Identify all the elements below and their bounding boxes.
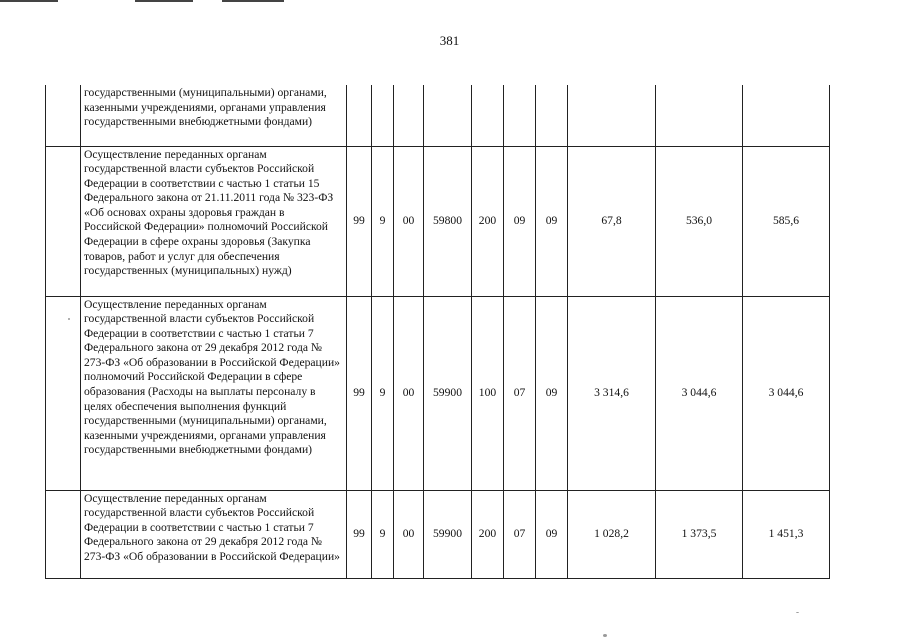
row-section: 07 xyxy=(504,296,536,490)
row-program: 99 xyxy=(347,490,372,578)
table-row xyxy=(46,490,830,578)
row-main-event: 00 xyxy=(394,146,424,296)
blank-cell xyxy=(46,296,81,490)
row-amount-3: 585,6 xyxy=(743,146,830,296)
row-program: 99 xyxy=(347,296,372,490)
row-section: 07 xyxy=(504,490,536,578)
row-subprogram: 9 xyxy=(372,296,394,490)
row-expense-type: 200 xyxy=(472,146,504,296)
row-direction xyxy=(424,85,472,146)
row-subsection: 09 xyxy=(536,146,568,296)
row-subsection: 09 xyxy=(536,296,568,490)
row-subprogram xyxy=(372,85,394,146)
row-program xyxy=(347,85,372,146)
row-description: Осуществление переданных органам государственной власти субъектов Российской Федерации в соответствии с частью 1 статьи 7 Федерального закона от 29 декабря 2012 года № 273-ФЗ «Об образовании в Российской Федерации» полномочий Российской Федерации в сфере образования (Расходы на выплаты персоналу в целях обеспечения выполнения функций государственными (муниципальными) органами, казенными учреждениями, органами управления государственными внебюджетными фондами) xyxy=(81,296,347,490)
row-description: Осуществление переданных органам государственной власти субъектов Российской Федерации в соответствии с частью 1 статьи 15 Федерального закона от 21.11.2011 года № 323-ФЗ «Об основах охраны здоровья граждан в Российской Федерации» полномочий Российской Федерации в сфере охраны здоровья (Закупка товаров, работ и услуг для обеспечения государственных (муниципальных) нужд) xyxy=(81,146,347,296)
row-amount-3: 1 451,3 xyxy=(743,490,830,578)
top-rule-left xyxy=(0,0,58,2)
row-direction: 59900 xyxy=(424,296,472,490)
row-direction: 59900 xyxy=(424,490,472,578)
scan-speck xyxy=(796,612,799,613)
row-amount-2: 536,0 xyxy=(656,146,743,296)
top-rule-middle xyxy=(135,0,193,2)
top-rule-right xyxy=(222,0,284,2)
row-expense-type: 100 xyxy=(472,296,504,490)
row-program: 99 xyxy=(347,146,372,296)
row-amount-1: 67,8 xyxy=(568,146,656,296)
row-main-event xyxy=(394,85,424,146)
row-subprogram: 9 xyxy=(372,146,394,296)
blank-cell xyxy=(46,490,81,578)
row-amount-2 xyxy=(656,85,743,146)
row-amount-2: 3 044,6 xyxy=(656,296,743,490)
row-amount-1: 3 314,6 xyxy=(568,296,656,490)
table-row xyxy=(46,85,830,146)
row-amount-3 xyxy=(743,85,830,146)
table-row xyxy=(46,296,830,490)
page-number: 381 xyxy=(439,33,460,48)
row-amount-2: 1 373,5 xyxy=(656,490,743,578)
row-main-event: 00 xyxy=(394,296,424,490)
row-subsection xyxy=(536,85,568,146)
scan-speck xyxy=(68,318,70,320)
row-description: Осуществление переданных органам государственной власти субъектов Российской Федерации в соответствии с частью 1 статьи 7 Федерального закона от 29 декабря 2012 года № 273-ФЗ «Об образовании в Российской Федерации» xyxy=(81,490,347,578)
row-main-event: 00 xyxy=(394,490,424,578)
row-section xyxy=(504,85,536,146)
blank-cell xyxy=(46,146,81,296)
row-amount-1: 1 028,2 xyxy=(568,490,656,578)
row-expense-type: 200 xyxy=(472,490,504,578)
budget-table xyxy=(45,85,830,579)
row-subprogram: 9 xyxy=(372,490,394,578)
row-section: 09 xyxy=(504,146,536,296)
row-description: государственными (муниципальными) органами, казенными учреждениями, органами управления государственными внебюджетными фондами) xyxy=(81,85,347,146)
row-amount-3: 3 044,6 xyxy=(743,296,830,490)
row-direction: 59800 xyxy=(424,146,472,296)
row-amount-1 xyxy=(568,85,656,146)
row-subsection: 09 xyxy=(536,490,568,578)
scan-speck xyxy=(603,634,607,637)
blank-cell xyxy=(46,85,81,146)
row-expense-type xyxy=(472,85,504,146)
table-row xyxy=(46,146,830,296)
